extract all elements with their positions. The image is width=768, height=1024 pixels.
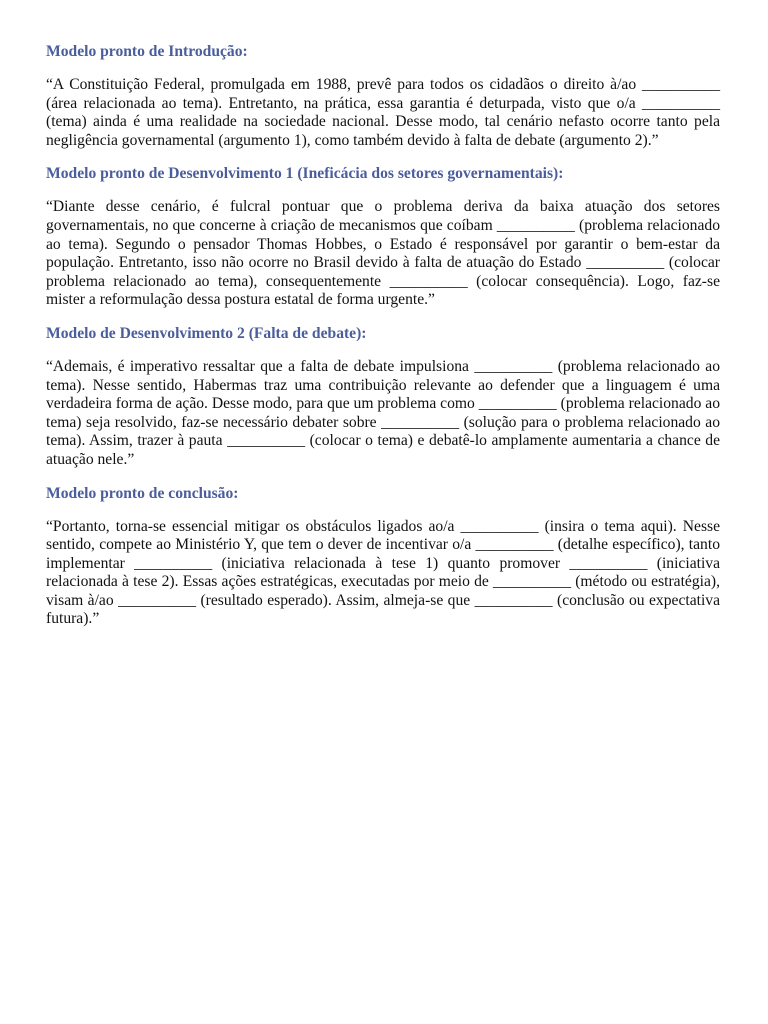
document-page xyxy=(46,40,720,629)
intro-paragraph: “A Constituição Federal, promulgada em 1988, prevê para todos os cidadãos o direito à/ao __________ (área relacionada ao tema). Entretanto, na prática, essa garantia é deturpada, visto que o/a __________ (tema) ainda é uma realidade na sociedade nacional. Desse modo, tal cenário nefasto ocorre tanto pela negligência governamental (argumento 1), como também devido à falta de debate (argumento 2).” xyxy=(46,76,720,149)
development-2-paragraph: “Ademais, é imperativo ressaltar que a falta de debate impulsiona __________ (problema relacionado ao tema). Nesse sentido, Habermas traz uma contribuição relevante ao defender que a linguagem é uma verdadeira forma de ação. Desse modo, para que um problema como __________ (problema relacionado ao tema) seja resolvido, faz-se necessário debater sobre __________ (solução para o problema relacionado ao tema). Assim, trazer à pauta __________ (colocar o tema) e debatê-lo amplamente aumentaria a chance de atuação nele.” xyxy=(46,357,720,468)
development-2-heading: Modelo de Desenvolvimento 2 (Falta de debate): xyxy=(46,324,367,342)
development-1-paragraph: “Diante desse cenário, é fulcral pontuar que o problema deriva da baixa atuação dos setores governamentais, no que concerne à criação de mecanismos que coíbam __________ (problema relacionado ao tema). Segundo o pensador Thomas Hobbes, o Estado é responsável por garantir o bem-estar da população. Entretanto, isso não ocorre no Brasil devido à falta de atuação do Estado __________ (colocar problema relacionado ao tema), consequentemente __________ (colocar consequência). Logo, faz-se mister a reformulação dessa postura estatal de forma urgente.” xyxy=(46,198,720,309)
intro-heading: Modelo pronto de Introdução: xyxy=(46,43,248,60)
conclusion-heading: Modelo pronto de conclusão: xyxy=(46,484,239,502)
conclusion-paragraph: “Portanto, torna-se essencial mitigar os obstáculos ligados ao/a __________ (insira o tema aqui). Nesse sentido, compete ao Ministério Y, que tem o dever de incentivar o/a __________ (detalhe específico), tanto implementar __________ (iniciativa relacionada à tese 1) quanto promover __________ (iniciativa relacionada à tese 2). Essas ações estratégicas, executadas por meio de __________ (método ou estratégia), visam à/ao __________ (resultado esperado). Assim, almeja-se que __________ (conclusão ou expectativa futura).” xyxy=(46,517,720,628)
development-1-heading: Modelo pronto de Desenvolvimento 1 (Ineficácia dos setores governamentais): xyxy=(46,165,564,183)
